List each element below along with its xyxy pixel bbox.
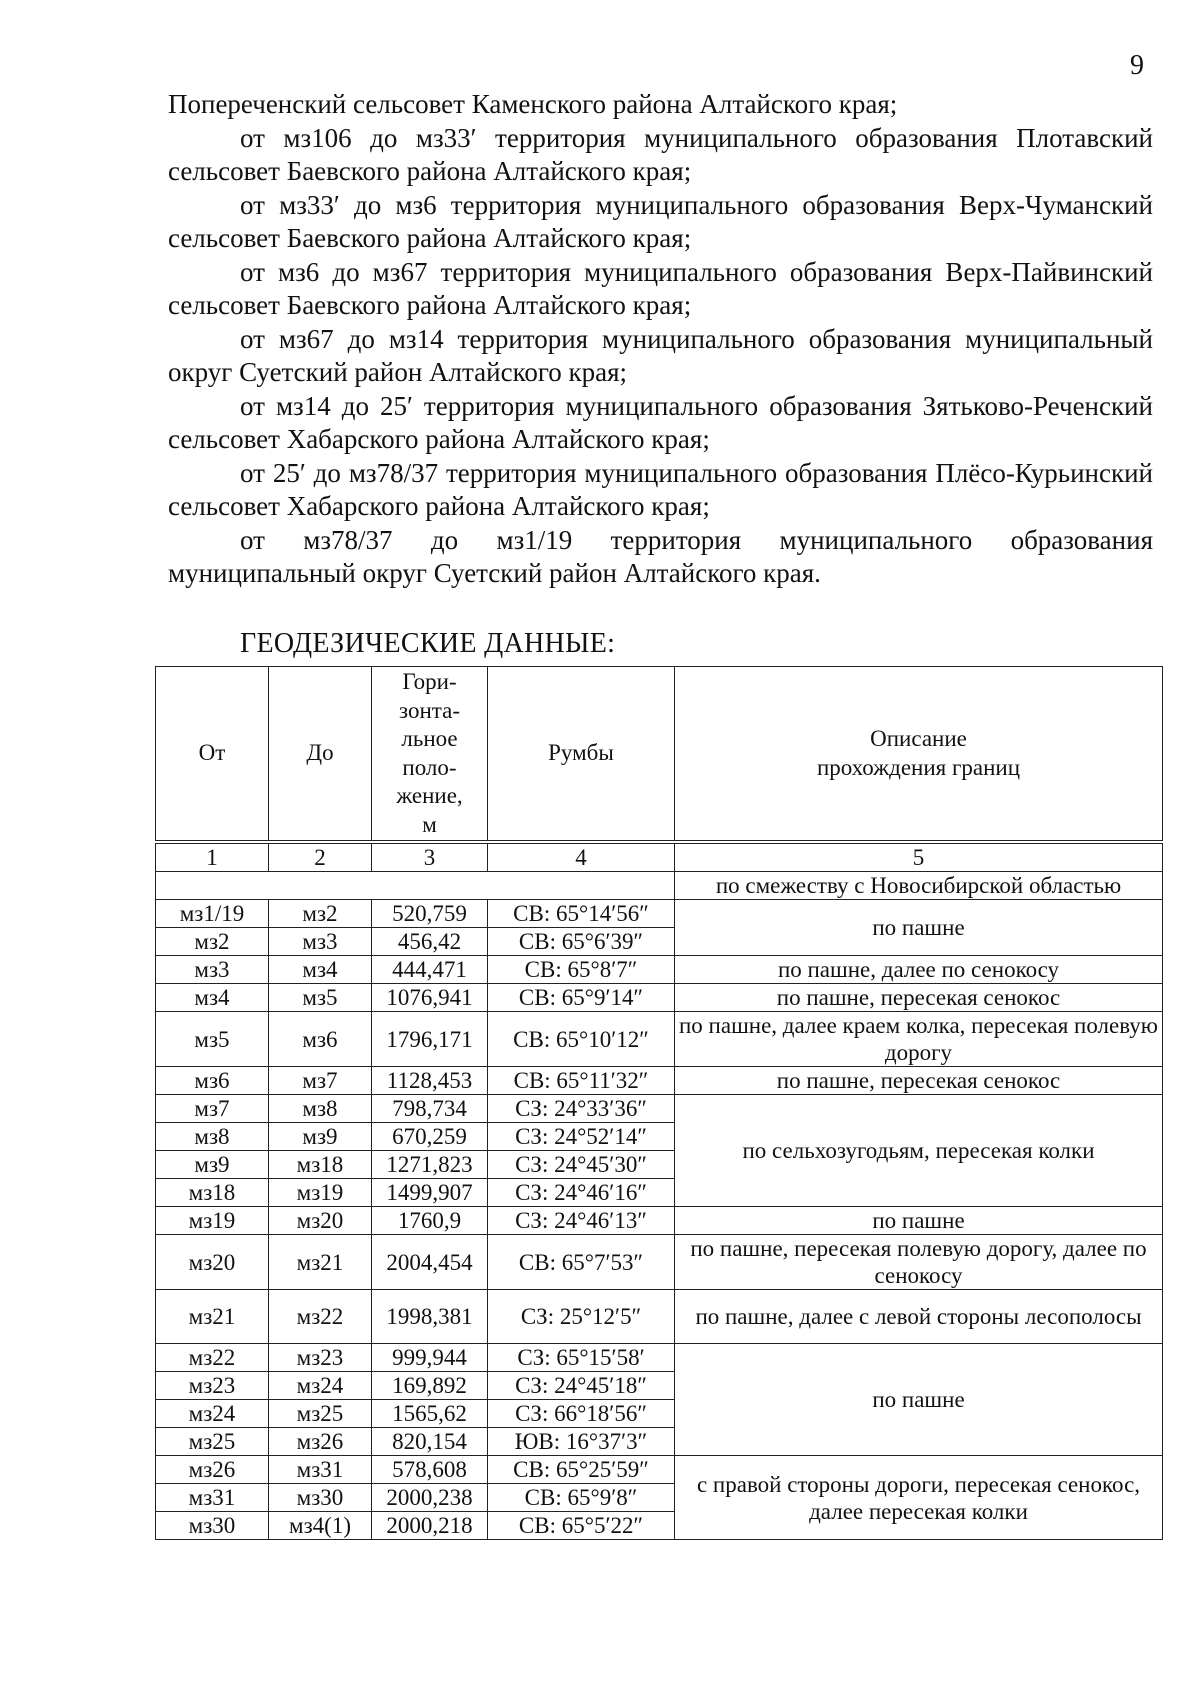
cell-distance: 1499,907: [372, 1179, 488, 1207]
body-text: [168, 88, 1153, 591]
cell-bearing: СВ: 65°7′53″: [488, 1235, 675, 1290]
cell-from: мз30: [156, 1512, 269, 1540]
cell-to: мз24: [269, 1372, 372, 1400]
cell-distance: 820,154: [372, 1428, 488, 1456]
cell-from: мз4: [156, 984, 269, 1012]
cell-distance: 1271,823: [372, 1151, 488, 1179]
cell-bearing: СЗ: 24°45′30″: [488, 1151, 675, 1179]
cell-bearing: СВ: 65°9′8″: [488, 1484, 675, 1512]
cell-distance: 2004,454: [372, 1235, 488, 1290]
table-row: [156, 1344, 1163, 1372]
cell-description: по пашне, далее краем колка, пересекая полевую дорогу: [675, 1012, 1163, 1067]
cell-to: мз8: [269, 1095, 372, 1123]
cell-bearing: СЗ: 25°12′5″: [488, 1290, 675, 1344]
cell-bearing: СВ: 65°6′39″: [488, 928, 675, 956]
column-number: 2: [269, 842, 372, 872]
cell-to: мз4: [269, 956, 372, 984]
cell-from: мз9: [156, 1151, 269, 1179]
empty-cell: [156, 872, 675, 900]
group-note: по смежеству с Новосибирской областью: [675, 872, 1163, 900]
table-row: [156, 1207, 1163, 1235]
header-description: Описание прохождения границ: [675, 667, 1163, 843]
cell-to: мз7: [269, 1067, 372, 1095]
table-row: [156, 1095, 1163, 1123]
cell-bearing: ЮВ: 16°37′3″: [488, 1428, 675, 1456]
cell-description: по пашне: [675, 1207, 1163, 1235]
cell-from: мз18: [156, 1179, 269, 1207]
cell-description: по сельхозугодьям, пересекая колки: [675, 1095, 1163, 1207]
cell-to: мз25: [269, 1400, 372, 1428]
cell-to: мз30: [269, 1484, 372, 1512]
cell-from: мз19: [156, 1207, 269, 1235]
table-header-row: [156, 667, 1163, 843]
cell-bearing: СВ: 65°8′7″: [488, 956, 675, 984]
cell-bearing: СЗ: 65°15′58′: [488, 1344, 675, 1372]
cell-bearing: СЗ: 24°52′14″: [488, 1123, 675, 1151]
cell-description: по пашне, пересекая сенокос: [675, 1067, 1163, 1095]
cell-distance: 999,944: [372, 1344, 488, 1372]
table-row: [156, 900, 1163, 928]
cell-to: мз19: [269, 1179, 372, 1207]
cell-description: по пашне, далее по сенокосу: [675, 956, 1163, 984]
cell-to: мз22: [269, 1290, 372, 1344]
cell-to: мз20: [269, 1207, 372, 1235]
cell-from: мз31: [156, 1484, 269, 1512]
group-note-row: [156, 872, 1163, 900]
table-row: [156, 984, 1163, 1012]
cell-description: по пашне: [675, 900, 1163, 956]
cell-distance: 1998,381: [372, 1290, 488, 1344]
cell-bearing: СВ: 65°14′56″: [488, 900, 675, 928]
cell-bearing: СВ: 65°10′12″: [488, 1012, 675, 1067]
cell-bearing: СЗ: 24°45′18″: [488, 1372, 675, 1400]
table-row: [156, 1235, 1163, 1290]
paragraph: от мз78/37 до мз1/19 территория муниципального образования муниципальный округ Суетский район Алтайского края.: [168, 524, 1153, 588]
cell-from: мз5: [156, 1012, 269, 1067]
cell-to: мз31: [269, 1456, 372, 1484]
cell-bearing: СЗ: 66°18′56″: [488, 1400, 675, 1428]
cell-distance: 2000,238: [372, 1484, 488, 1512]
table-row: [156, 1456, 1163, 1484]
cell-from: мз21: [156, 1290, 269, 1344]
cell-to: мз6: [269, 1012, 372, 1067]
paragraph: Попереченский сельсовет Каменского района Алтайского края;: [168, 89, 898, 119]
cell-from: мз20: [156, 1235, 269, 1290]
cell-distance: 1760,9: [372, 1207, 488, 1235]
cell-distance: 456,42: [372, 928, 488, 956]
page-number: 9: [1130, 50, 1144, 81]
cell-distance: 444,471: [372, 956, 488, 984]
section-title: ГЕОДЕЗИЧЕСКИЕ ДАННЫЕ:: [240, 628, 616, 659]
column-number: 5: [675, 842, 1163, 872]
cell-to: мз21: [269, 1235, 372, 1290]
table-row: [156, 956, 1163, 984]
cell-from: мз22: [156, 1344, 269, 1372]
cell-bearing: СЗ: 24°46′16″: [488, 1179, 675, 1207]
cell-description: по пашне, пересекая полевую дорогу, далее по сенокосу: [675, 1235, 1163, 1290]
cell-description: по пашне, пересекая сенокос: [675, 984, 1163, 1012]
table-row: [156, 1012, 1163, 1067]
cell-bearing: СВ: 65°9′14″: [488, 984, 675, 1012]
cell-bearing: СВ: 65°5′22″: [488, 1512, 675, 1540]
cell-distance: 798,734: [372, 1095, 488, 1123]
paragraph: от мз6 до мз67 территория муниципального образования Верх-Пайвинский сельсовет Баевского района Алтайского края;: [168, 256, 1153, 320]
column-number-row: [156, 842, 1163, 872]
cell-distance: 1128,453: [372, 1067, 488, 1095]
cell-bearing: СВ: 65°11′32″: [488, 1067, 675, 1095]
cell-bearing: СЗ: 24°46′13″: [488, 1207, 675, 1235]
header-to: До: [269, 667, 372, 843]
header-distance: Гори- зонта- льное поло- жение, м: [372, 667, 488, 843]
header-bearing: Румбы: [488, 667, 675, 843]
cell-distance: 169,892: [372, 1372, 488, 1400]
cell-distance: 1796,171: [372, 1012, 488, 1067]
column-number: 3: [372, 842, 488, 872]
column-number: 1: [156, 842, 269, 872]
table-row: [156, 1067, 1163, 1095]
cell-distance: 520,759: [372, 900, 488, 928]
paragraph: от мз67 до мз14 территория муниципального образования муниципальный округ Суетский район Алтайского края;: [168, 323, 1153, 387]
cell-from: мз3: [156, 956, 269, 984]
cell-distance: 2000,218: [372, 1512, 488, 1540]
cell-from: мз1/19: [156, 900, 269, 928]
cell-to: мз2: [269, 900, 372, 928]
cell-to: мз3: [269, 928, 372, 956]
cell-distance: 1565,62: [372, 1400, 488, 1428]
cell-from: мз2: [156, 928, 269, 956]
cell-from: мз26: [156, 1456, 269, 1484]
cell-to: мз4(1): [269, 1512, 372, 1540]
cell-from: мз24: [156, 1400, 269, 1428]
cell-to: мз5: [269, 984, 372, 1012]
cell-bearing: СВ: 65°25′59″: [488, 1456, 675, 1484]
cell-from: мз8: [156, 1123, 269, 1151]
cell-distance: 1076,941: [372, 984, 488, 1012]
cell-to: мз9: [269, 1123, 372, 1151]
paragraph: от мз14 до 25′ территория муниципального образования Зятьково-Реченский сельсовет Хабарского района Алтайского края;: [168, 390, 1153, 454]
paragraph: от мз106 до мз33′ территория муниципального образования Плотавский сельсовет Баевского района Алтайского края;: [168, 122, 1153, 186]
cell-description: с правой стороны дороги, пересекая сенокос, далее пересекая колки: [675, 1456, 1163, 1540]
cell-distance: 578,608: [372, 1456, 488, 1484]
cell-bearing: СЗ: 24°33′36″: [488, 1095, 675, 1123]
geodetic-data-table: [155, 666, 1163, 1540]
table-row: [156, 1290, 1163, 1344]
cell-description: по пашне: [675, 1344, 1163, 1456]
header-from: От: [156, 667, 269, 843]
cell-to: мз26: [269, 1428, 372, 1456]
cell-from: мз23: [156, 1372, 269, 1400]
cell-from: мз6: [156, 1067, 269, 1095]
column-number: 4: [488, 842, 675, 872]
cell-distance: 670,259: [372, 1123, 488, 1151]
cell-from: мз7: [156, 1095, 269, 1123]
cell-description: по пашне, далее с левой стороны лесополосы: [675, 1290, 1163, 1344]
paragraph: от 25′ до мз78/37 территория муниципального образования Плёсо-Курьинский сельсовет Хабарского района Алтайского края;: [168, 457, 1153, 521]
cell-from: мз25: [156, 1428, 269, 1456]
cell-to: мз23: [269, 1344, 372, 1372]
cell-to: мз18: [269, 1151, 372, 1179]
paragraph: от мз33′ до мз6 территория муниципального образования Верх-Чуманский сельсовет Баевского района Алтайского края;: [168, 189, 1153, 253]
